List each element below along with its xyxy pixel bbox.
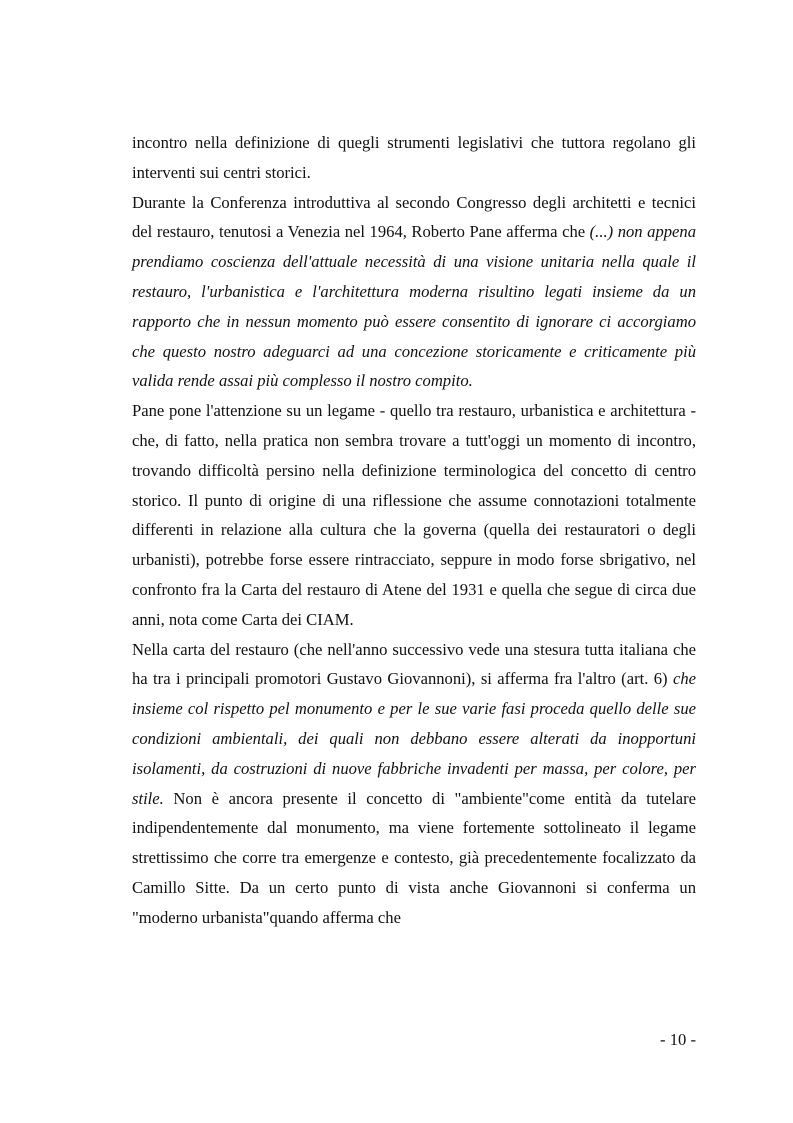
paragraph-4-text-end: Non è ancora presente il concetto di "ambiente"come entità da tutelare indipendentemente dal monumento, ma viene fortemente sottolineato il legame strettissimo che corre tra emergenze e contesto, già precedentemente focalizzato da Camillo Sitte. Da un certo punto di vista anche Giovannoni si conferma un "moderno urbanista"quando afferma che	[132, 788, 696, 927]
paragraph-2-text: Durante la Conferenza introduttiva al secondo Congresso degli architetti e tecnici del restauro, tenutosi a Venezia nel 1964, Roberto Pane afferma che	[132, 192, 696, 242]
paragraph-4	[132, 635, 696, 933]
page-number: - 10 -	[660, 1030, 696, 1049]
paragraph-2-quote: (...) non appena prendiamo coscienza dell'attuale necessità di una visione unitaria nella quale il restauro, l'urbanistica e l'architettura moderna risultino legati insieme da un rapporto che in nessun momento può essere consentito di ignorare ci accorgiamo che questo nostro adeguarci ad una concezione storicamente e criticamente più valida rende assai più complesso il nostro compito.	[132, 222, 696, 391]
paragraph-2	[132, 188, 696, 397]
paragraph-1	[132, 128, 696, 188]
body-text	[132, 128, 696, 933]
paragraph-3-text: Pane pone l'attenzione su un legame - quello tra restauro, urbanistica e architettura -che, di fatto, nella pratica non sembra trovare a tutt'oggi un momento di incontro, trovando difficoltà persino nella definizione terminologica del concetto di centro storico. Il punto di origine di una riflessione che assume connotazioni totalmente differenti in relazione alla cultura che la governa (quella dei restauratori o degli urbanisti), potrebbe forse essere rintracciato, seppure in modo forse sbrigativo, nel confronto fra la Carta del restauro di Atene del 1931 e quella che segue di circa due anni, nota come Carta dei CIAM.	[132, 401, 696, 629]
paragraph-4-quote: che insieme col rispetto pel monumento e per le sue varie fasi proceda quello delle sue condizioni ambientali, dei quali non debbano essere alterati da inopportuni isolamenti, da costruzioni di nuove fabbriche invadenti per massa, per colore, per stile.	[132, 669, 696, 808]
paragraph-1-text: incontro nella definizione di quegli strumenti legislativi che tuttora regolano gli interventi sui centri storici.	[132, 133, 696, 182]
paragraph-4-text-start: Nella carta del restauro (che nell'anno successivo vede una stesura tutta italiana che ha tra i principali promotori Gustavo Giovannoni), si afferma fra l'altro (art. 6)	[132, 639, 696, 689]
paragraph-3	[132, 396, 696, 634]
